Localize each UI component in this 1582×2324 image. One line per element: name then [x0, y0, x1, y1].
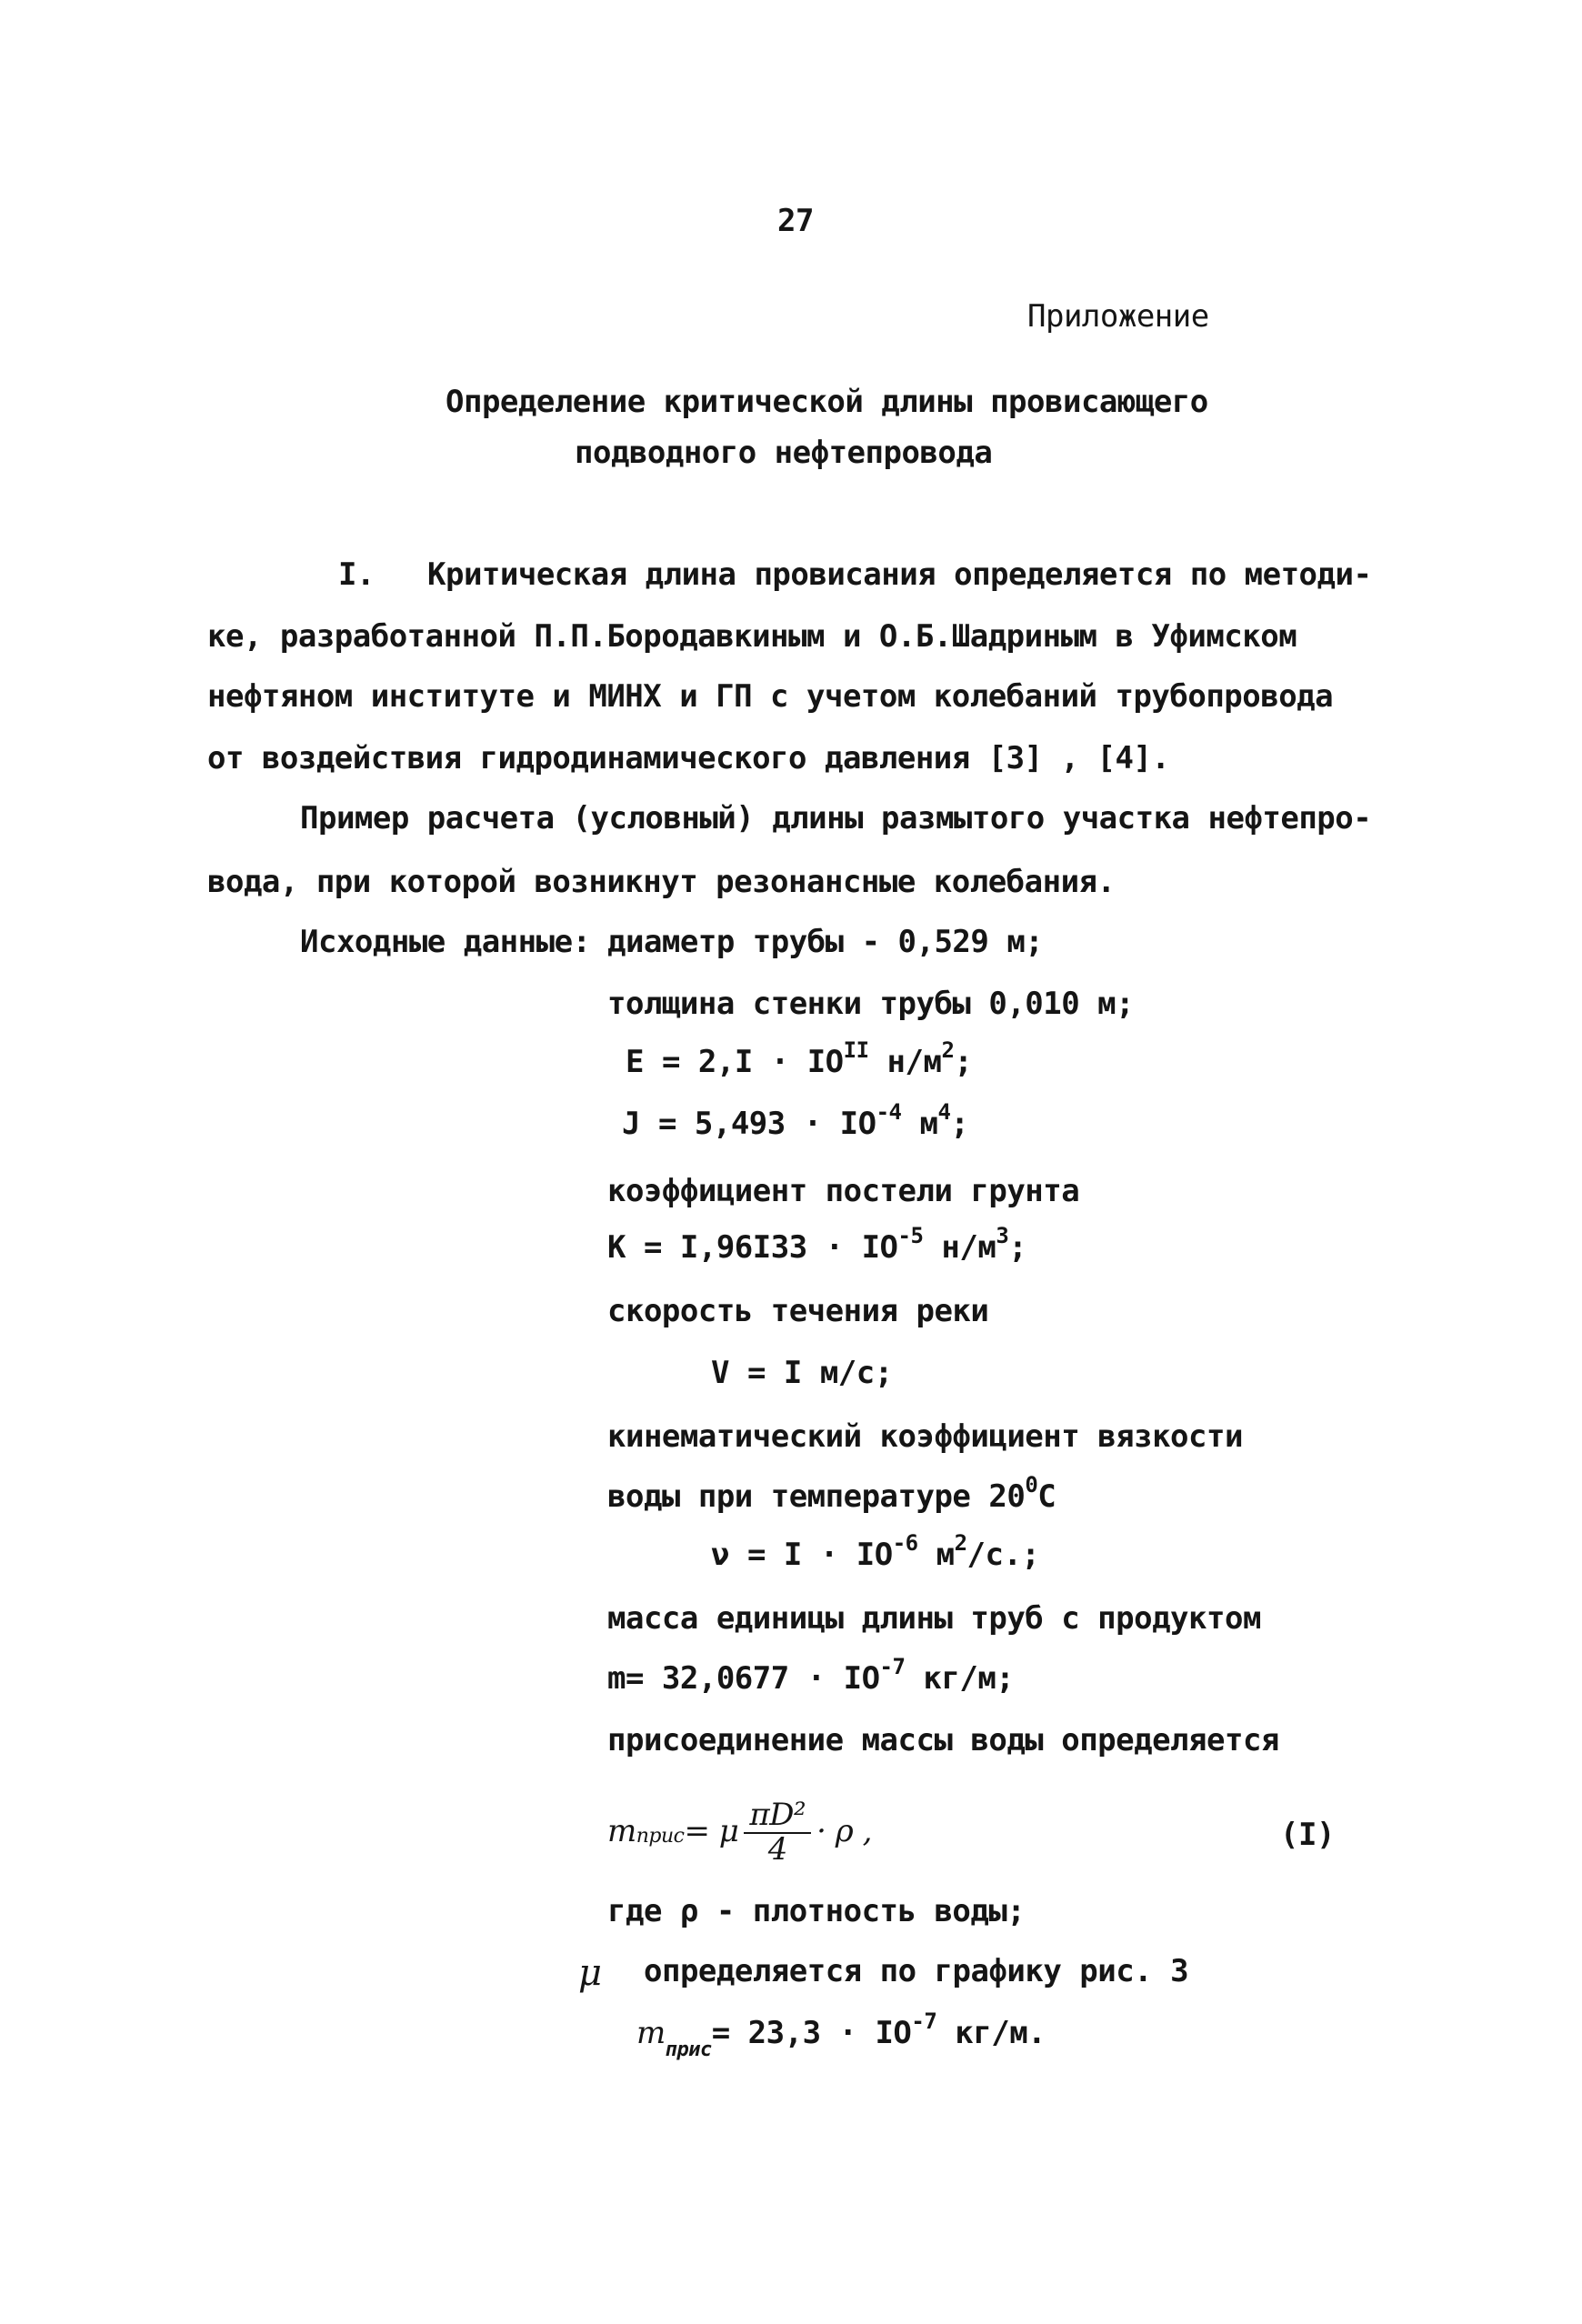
paragraph1-line2: ке, разработанной П.П.Бородавкиным и О.Б.Шадриным в Уфимском [207, 618, 1297, 655]
viscosity-unit-exponent: 2 [954, 1529, 967, 1556]
water-temperature-degree: 0 [1025, 1471, 1038, 1498]
viscosity-line [711, 1529, 1040, 1573]
where-line: где ρ - плотность воды; [607, 1893, 1026, 1929]
page-number: 27 [777, 203, 814, 239]
viscosity-exponent: -6 [892, 1529, 918, 1556]
formula-number: (I) [1280, 1817, 1335, 1853]
formula-denominator: 4 [767, 1831, 787, 1868]
velocity-line: V = I м/с; [711, 1355, 893, 1391]
soil-coefficient-end: ; [1008, 1229, 1027, 1266]
appendix-label: Приложение [1027, 298, 1209, 335]
water-temperature-prefix: воды при температуре 20 [607, 1478, 1026, 1515]
added-mass-result-subscript: прис [665, 2038, 712, 2061]
soil-coefficient-exponent: -5 [897, 1222, 924, 1248]
mass-prefix: m= 32,0677 · IO [607, 1660, 880, 1697]
soil-coefficient-unit: н/м [923, 1229, 996, 1266]
soil-coefficient-unit-exponent: 3 [996, 1222, 1009, 1248]
mu-symbol: μ [578, 1952, 602, 1994]
elastic-modulus-exponent: II [843, 1037, 869, 1063]
added-mass-result-prefix: = 23,3 · IO [711, 2015, 912, 2051]
added-mass-result [636, 2008, 1046, 2061]
mass-label: масса единицы длины труб с продуктом [607, 1600, 1261, 1637]
title-line-1: Определение критической длины провисающего [446, 384, 1208, 420]
viscosity-end: /с.; [966, 1537, 1040, 1573]
paragraph1-line4: от воздействия гидродинамического давления [3] , [4]. [207, 740, 1170, 776]
moment-of-inertia-end: ; [950, 1106, 969, 1142]
formula-equals-mu: = μ [684, 1813, 739, 1849]
formula-fraction [744, 1797, 811, 1868]
moment-of-inertia-prefix: J = 5,493 · IO [622, 1106, 876, 1142]
paragraph2-line1: Пример расчета (условный) длины размытого участка нефтепро- [300, 800, 1372, 836]
wall-thickness-line: толщина стенки трубы 0,010 м; [607, 986, 1135, 1022]
mass-end: кг/м; [905, 1660, 1015, 1697]
title-line-2: подводного нефтепровода [575, 435, 993, 471]
soil-coefficient-line [607, 1222, 1027, 1266]
formula-rhs: · ρ , [816, 1813, 872, 1849]
viscosity-prefix: ν = I · IO [711, 1537, 893, 1573]
paragraph1-line3: нефтяном институте и МИНХ и ГП с учетом колебаний трубопровода [207, 678, 1334, 715]
water-temperature-end: С [1037, 1478, 1056, 1515]
elastic-modulus-unit: н/м [868, 1044, 942, 1080]
moment-of-inertia-unit: м [901, 1106, 938, 1142]
soil-coefficient-label: коэффициент постели грунта [607, 1173, 1080, 1209]
water-temperature-line [607, 1471, 1056, 1515]
elastic-modulus-prefix: E = 2,I · IO [626, 1044, 844, 1080]
diameter-line: диаметр трубы - 0,529 м; [607, 924, 1044, 960]
elastic-modulus-line [626, 1037, 973, 1080]
paragraph1-line1: Критическая длина провисания определяется по методи- [427, 556, 1372, 593]
added-mass-result-exponent: -7 [911, 2008, 937, 2034]
moment-of-inertia-exponent: -4 [876, 1098, 902, 1125]
soil-coefficient-prefix: K = I,96I33 · IO [607, 1229, 898, 1266]
added-mass-formula: m $_{прис}$ = μ $\frac{\text{πD²}}{4}$ · ρ , [607, 1797, 872, 1868]
moment-of-inertia-line [622, 1098, 969, 1142]
viscosity-label: кинематический коэффициент вязкости [607, 1418, 1243, 1455]
velocity-label: скорость течения реки [607, 1293, 989, 1329]
mu-line: определяется по графику рис. 3 [644, 1953, 1189, 1989]
elastic-modulus-unit-exponent: 2 [941, 1037, 955, 1063]
input-data-label: Исходные данные: [300, 924, 591, 960]
added-mass-result-lhs: m [636, 2015, 666, 2051]
formula-lhs: m [607, 1813, 636, 1849]
paragraph2-line2: вода, при которой возникнут резонансные колебания. [207, 864, 1116, 900]
formula-numerator: πD² [744, 1798, 811, 1834]
viscosity-unit: м [917, 1537, 955, 1573]
added-mass-label: присоединение массы воды определяется [607, 1722, 1279, 1758]
elastic-modulus-end: ; [954, 1044, 973, 1080]
added-mass-result-end: кг/м. [936, 2015, 1046, 2051]
moment-of-inertia-unit-exponent: 4 [937, 1098, 951, 1125]
mass-line [607, 1653, 1015, 1697]
mass-exponent: -7 [879, 1653, 906, 1679]
paragraph-number: I. [338, 556, 375, 593]
